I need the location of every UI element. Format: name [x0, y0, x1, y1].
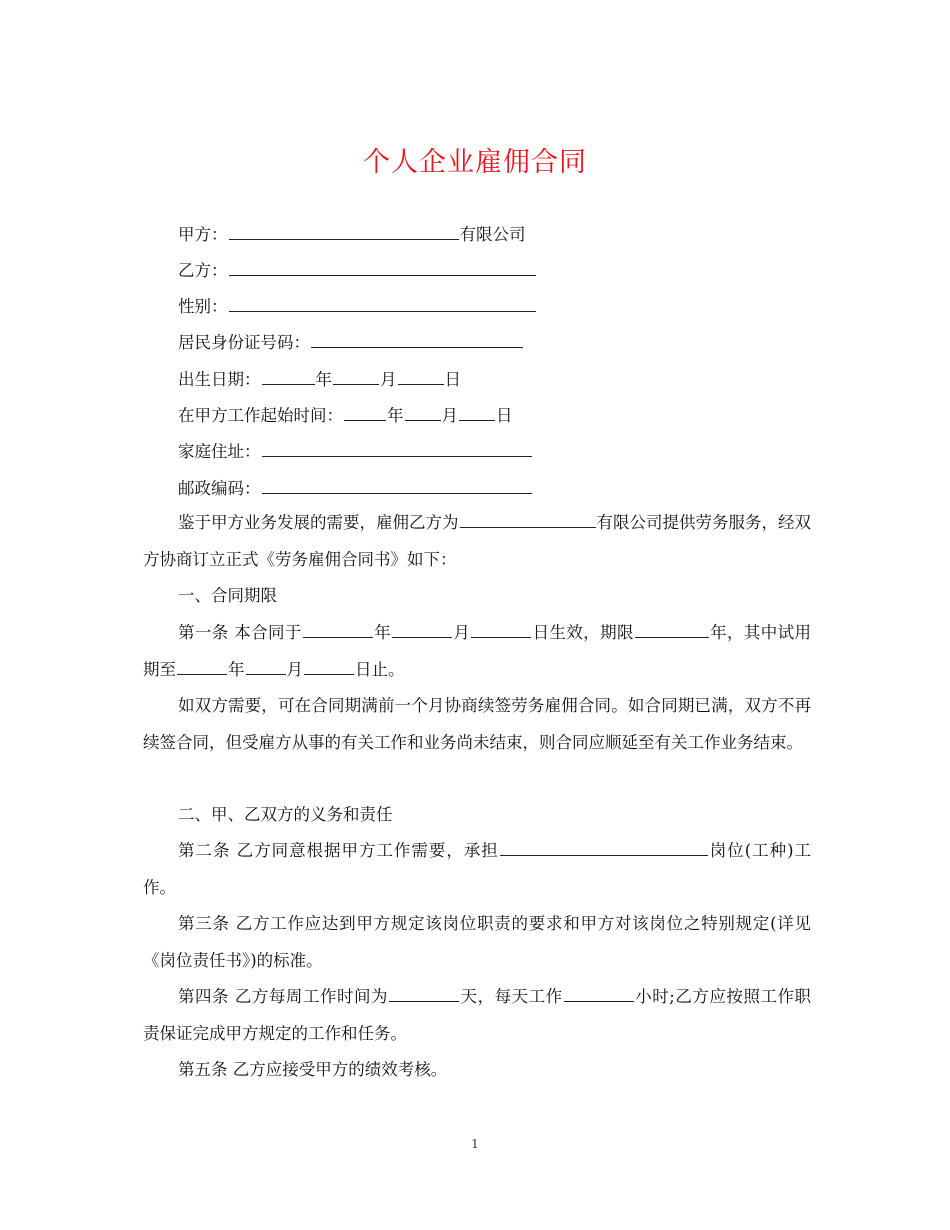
- start-year-blank[interactable]: [344, 404, 386, 421]
- document-title: 个人企业雇佣合同: [363, 147, 587, 178]
- article-2: [143, 833, 811, 906]
- party-b-line: [178, 259, 537, 282]
- party-b-label: 乙方：: [178, 261, 228, 280]
- birth-day-blank[interactable]: [398, 368, 444, 385]
- article-3: 第三条 乙方工作应达到甲方规定该岗位职责的要求和甲方对该岗位之特别规定(详见《岗位责任书》)的标准。: [143, 914, 811, 970]
- art1-month: 月: [452, 623, 471, 642]
- id-blank[interactable]: [311, 331, 523, 348]
- art1-month3: 月: [286, 659, 303, 679]
- art1-year3: 年: [228, 659, 245, 679]
- art4-text-b: 天，每天工作: [460, 987, 563, 1006]
- article-1: [143, 615, 811, 688]
- intro-paragraph: [143, 505, 811, 578]
- section-2-heading: 二、甲、乙双方的义务和责任: [178, 805, 393, 824]
- gender-label: 性别：: [178, 297, 228, 316]
- party-b-blank[interactable]: [229, 259, 536, 276]
- postcode-label: 邮政编码：: [178, 479, 261, 498]
- section-1-heading: 一、合同期限: [178, 586, 277, 605]
- art1-text-d3: 日止。: [355, 659, 405, 679]
- birth-label: 出生日期：: [178, 370, 261, 389]
- art1-trial-year-blank[interactable]: [177, 658, 227, 675]
- art1-text-d: 日生效，期限: [532, 623, 634, 642]
- art1-trial-month-blank[interactable]: [246, 658, 286, 675]
- gender-blank[interactable]: [229, 295, 536, 312]
- birth-year-blank[interactable]: [262, 368, 315, 385]
- day-text: 日: [444, 370, 461, 389]
- start-month-blank[interactable]: [405, 404, 441, 421]
- hours-blank[interactable]: [564, 985, 634, 1002]
- year-text: 年: [387, 406, 404, 425]
- party-a-suffix: 有限公司: [459, 225, 526, 244]
- party-a-blank[interactable]: [229, 223, 459, 240]
- postcode-line: [178, 477, 533, 500]
- birth-month-blank[interactable]: [333, 368, 379, 385]
- art1-year-blank[interactable]: [303, 621, 373, 638]
- start-label: 在甲方工作起始时间：: [178, 406, 343, 425]
- address-blank[interactable]: [262, 440, 532, 457]
- intro-text-1: 鉴于甲方业务发展的需要，雇佣乙方为: [178, 513, 459, 532]
- art2-text-b: 岗位(工种)工作。: [143, 841, 812, 897]
- art4-text-a: 第四条 乙方每周工作时间为: [178, 987, 389, 1006]
- address-line: [178, 440, 533, 463]
- page-number: 1: [471, 1137, 479, 1151]
- article-5: 第五条 乙方应接受甲方的绩效考核。: [178, 1060, 448, 1079]
- day-text: 日: [496, 406, 513, 425]
- art1-text-a: 第一条 本合同于: [178, 623, 302, 642]
- party-a-label: 甲方：: [178, 225, 228, 244]
- party-a-line: [178, 223, 526, 246]
- postcode-blank[interactable]: [262, 477, 532, 494]
- start-line: [178, 404, 513, 427]
- position-blank[interactable]: [500, 839, 708, 856]
- month-text: 月: [380, 370, 397, 389]
- art1-year: 年: [373, 623, 391, 642]
- art1-term-blank[interactable]: [635, 621, 709, 638]
- art1-month-blank[interactable]: [392, 621, 452, 638]
- month-text: 月: [441, 406, 458, 425]
- days-blank[interactable]: [389, 985, 459, 1002]
- art4-text-c: 小时;乙方应按照工作职责保证完成甲方规定的工作和任务。: [143, 987, 812, 1043]
- gender-line: [178, 295, 537, 318]
- birth-line: [178, 368, 461, 391]
- article-4: [143, 979, 811, 1052]
- year-text: 年: [315, 370, 332, 389]
- address-label: 家庭住址：: [178, 442, 261, 461]
- art2-text-a: 第二条 乙方同意根据甲方工作需要，承担: [178, 841, 499, 860]
- art1-text-y2: 年，其中试用期至: [143, 623, 812, 679]
- art1-trial-day-blank[interactable]: [304, 658, 354, 675]
- intro-text-2: 有限公司提供劳务服务，经双方协商订立正式《劳务雇佣合同书》如下：: [143, 513, 811, 569]
- art1-day-blank[interactable]: [471, 621, 531, 638]
- id-label: 居民身份证号码：: [178, 333, 310, 352]
- renewal-paragraph: 如双方需要，可在合同期满前一个月协商续签劳务雇佣合同。如合同期已满，双方不再续签合同，但受雇方从事的有关工作和业务尚未结束，则合同应顺延至有关工作业务结束。: [143, 696, 811, 752]
- id-line: [178, 331, 524, 354]
- start-day-blank[interactable]: [459, 404, 495, 421]
- company-blank[interactable]: [460, 511, 596, 528]
